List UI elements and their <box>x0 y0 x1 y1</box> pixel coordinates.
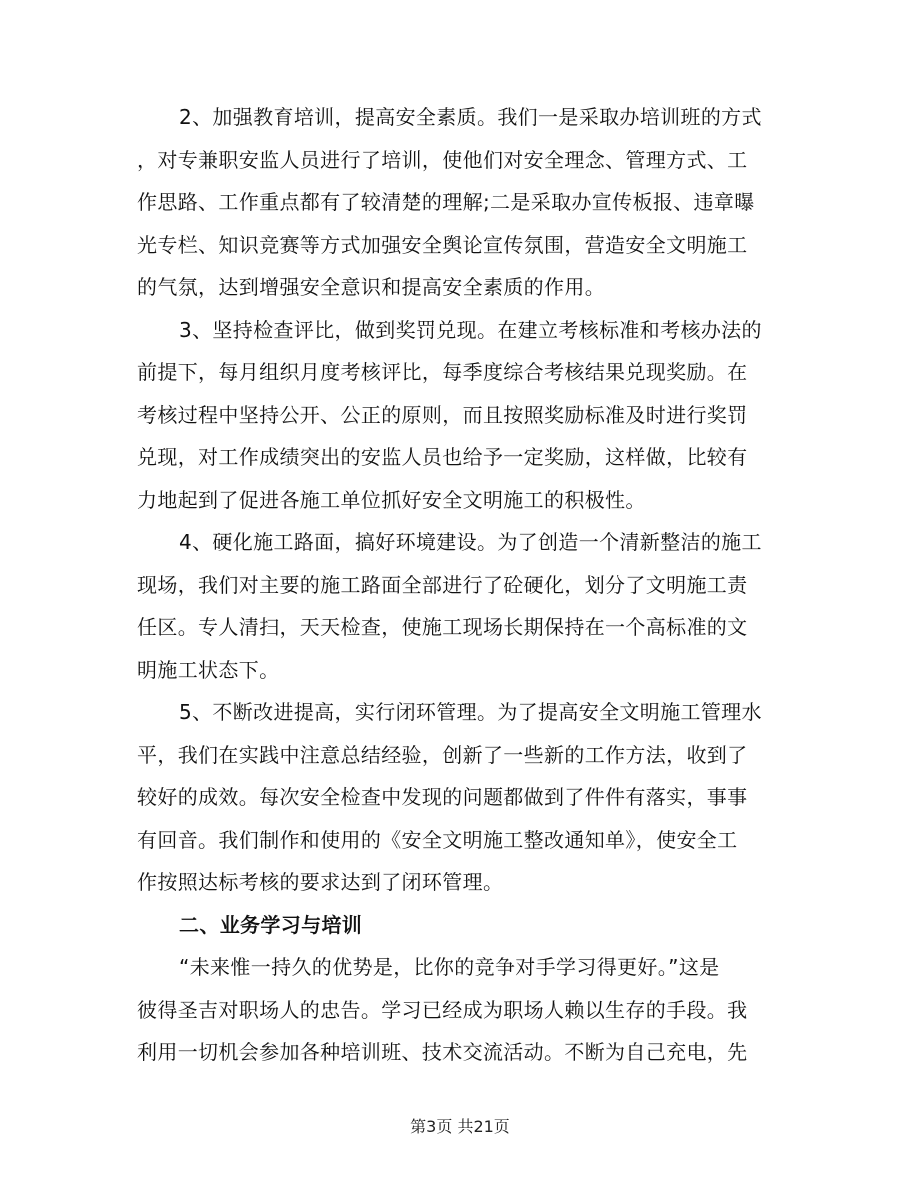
text-line: 彼得圣吉对职场人的忠告。学习已经成为职场人赖以生存的手段。我 <box>137 997 748 1022</box>
text-line: 现场，我们对主要的施工路面全部进行了砼硬化，划分了文明施工责 <box>137 572 748 597</box>
text-line: 力地起到了促进各施工单位抓好安全文明施工的积极性。 <box>137 487 646 512</box>
text-line: 5、不断改进提高，实行闭环管理。为了提高安全文明施工管理水 <box>179 700 762 724</box>
section-heading: 二、业务学习与培训 <box>179 912 363 937</box>
text-line: 作思路、工作重点都有了较清楚的理解;二是采取办宣传板报、违章曝 <box>137 190 755 214</box>
document-body <box>137 96 783 1074</box>
text-line: “未来惟一持久的优势是，比你的竞争对手学习得更好。”这是 <box>179 955 720 979</box>
text-line: ，对专兼职安监人员进行了培训，使他们对安全理念、管理方式、工 <box>137 147 748 172</box>
text-line: 3、坚持检查评比，做到奖罚兑现。在建立考核标准和考核办法的 <box>179 317 762 342</box>
text-line: 的气氛，达到增强安全意识和提高安全素质的作用。 <box>137 275 606 299</box>
text-line: 较好的成效。每次安全检查中发现的问题都做到了件件有落实，事事 <box>137 785 748 809</box>
page-number: 第3页 共21页 <box>410 1117 510 1136</box>
text-line: 明施工状态下。 <box>137 657 280 682</box>
text-line: 光专栏、知识竞赛等方式加强安全舆论宣传氛围，营造安全文明施工 <box>137 232 748 257</box>
text-line: 平，我们在实践中注意总结经验，创新了一些新的工作方法，收到了 <box>137 742 748 767</box>
text-line: 兑现，对工作成绩突出的安监人员也给予一定奖励，这样做，比较有 <box>137 445 748 469</box>
text-line: 作按照达标考核的要求达到了闭环管理。 <box>137 870 504 894</box>
text-line: 任区。专人清扫，天天检查，使施工现场长期保持在一个高标准的文 <box>137 615 748 639</box>
text-line: 利用一切机会参加各种培训班、技术交流活动。不断为自己充电，先 <box>137 1040 748 1064</box>
text-line: 考核过程中坚持公开、公正的原则，而且按照奖励标准及时进行奖罚 <box>137 402 748 427</box>
text-line: 2、加强教育培训，提高安全素质。我们一是采取办培训班的方式 <box>179 105 762 129</box>
text-line: 前提下，每月组织月度考核评比，每季度综合考核结果兑现奖励。在 <box>137 360 748 384</box>
text-line: 4、硬化施工路面，搞好环境建设。为了创造一个清新整洁的施工 <box>179 530 762 554</box>
text-line: 有回音。我们制作和使用的《安全文明施工整改通知单》，使安全工 <box>137 827 738 852</box>
